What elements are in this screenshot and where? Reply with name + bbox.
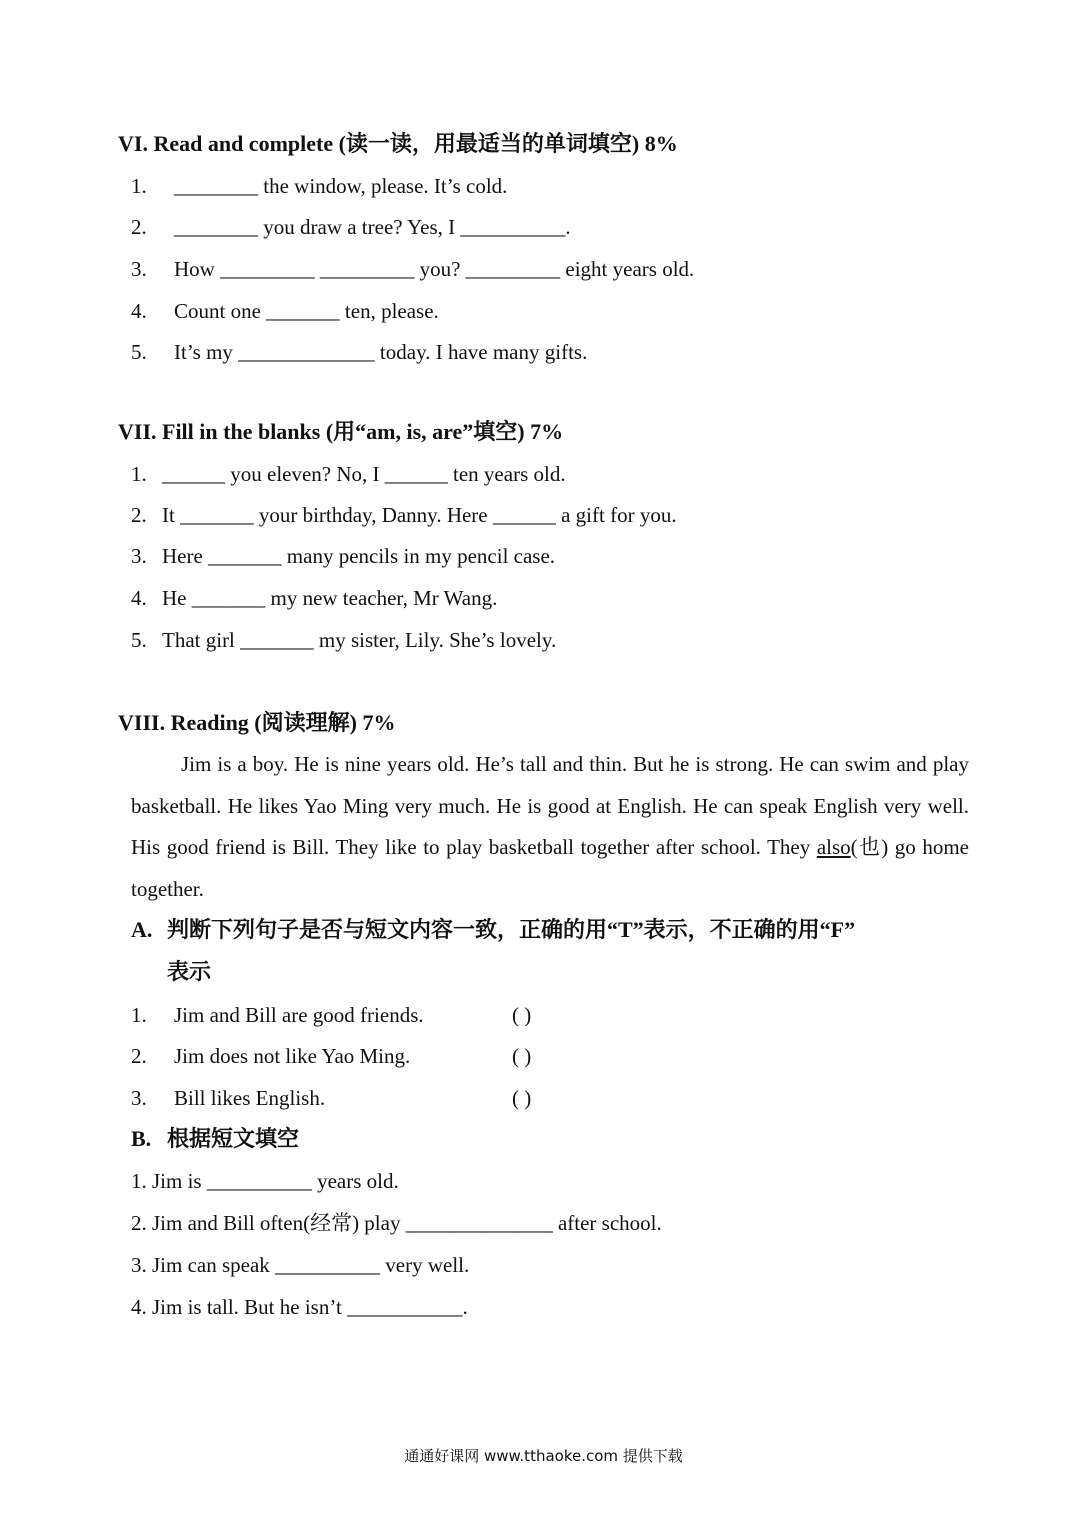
reading-passage xyxy=(131,744,969,911)
item-number: 3. xyxy=(131,1086,147,1110)
part-b-label: B. xyxy=(131,1126,152,1151)
passage-underlined-word: also xyxy=(816,835,851,860)
item-text: Here _______ many pencils in my pencil case. xyxy=(162,544,556,568)
part-b-item-1: 1. Jim is __________ years old. xyxy=(131,1169,399,1193)
item-text: That girl _______ my sister, Lily. She’s lovely. xyxy=(162,628,557,652)
item-number: 5. xyxy=(131,340,147,364)
answer-parentheses[interactable]: ( ) xyxy=(512,1086,532,1110)
item-number: 1. xyxy=(131,462,147,486)
part-b-item-4: 4. Jim is tall. But he isn’t ___________. xyxy=(131,1295,468,1319)
item-number: 2. xyxy=(131,1044,147,1068)
item-number: 4. xyxy=(131,299,147,323)
item-number: 1. xyxy=(131,174,147,198)
item-text: He _______ my new teacher, Mr Wang. xyxy=(162,586,498,610)
item-text: Count one _______ ten, please. xyxy=(174,299,439,323)
part-b-item-3: 3. Jim can speak __________ very well. xyxy=(131,1253,470,1277)
item-text: Jim and Bill are good friends. xyxy=(174,1003,424,1027)
section-8-heading: VIII. Reading (阅读理解) 7% xyxy=(118,710,396,735)
answer-parentheses[interactable]: ( ) xyxy=(512,1003,532,1027)
part-b-item-2: 2. Jim and Bill often(经常) play ______________ after school. xyxy=(131,1211,662,1235)
item-text: ________ you draw a tree? Yes, I __________. xyxy=(174,215,571,239)
item-text: ________ the window, please. It’s cold. xyxy=(174,174,508,198)
item-text: It _______ your birthday, Danny. Here ______ a gift for you. xyxy=(162,503,677,527)
section-6-heading: VI. Read and complete (读一读，用最适当的单词填空) 8% xyxy=(118,131,678,156)
item-number: 3. xyxy=(131,544,147,568)
item-number: 4. xyxy=(131,586,147,610)
passage-text: Jim is a boy. He is nine years old. He’s tall and thin. But he is strong. He can swim and play basketball. He likes Yao Ming very much. He is good at English. He can speak English very well. His good friend is Bill. They like to play basketball together after school. They xyxy=(131,752,969,860)
item-number: 2. xyxy=(131,215,147,239)
item-number: 1. xyxy=(131,1003,147,1027)
part-a-label: A. xyxy=(131,917,153,942)
passage-text-end: (也) go home together. xyxy=(131,835,969,902)
item-text: Jim does not like Yao Ming. xyxy=(174,1044,411,1068)
item-number: 2. xyxy=(131,503,147,527)
part-a-instruction-line-1: 判断下列句子是否与短文内容一致，正确的用“T”表示，不正确的用“F” xyxy=(167,917,856,942)
item-text: ______ you eleven? No, I ______ ten years old. xyxy=(162,462,566,486)
page-footer: 通通好课网 www.tthaoke.com 提供下载 xyxy=(404,1447,683,1465)
section-7-heading: VII. Fill in the blanks (用“am, is, are”填空) 7% xyxy=(118,419,564,444)
part-b-instruction-text: 根据短文填空 xyxy=(167,1126,300,1151)
item-number: 3. xyxy=(131,257,147,281)
item-number: 5. xyxy=(131,628,147,652)
item-text: It’s my _____________ today. I have many gifts. xyxy=(174,340,588,364)
item-text: How _________ _________ you? _________ eight years old. xyxy=(174,257,695,281)
part-a-instruction-line-2: 表示 xyxy=(167,959,212,984)
item-text: Bill likes English. xyxy=(174,1086,326,1110)
answer-parentheses[interactable]: ( ) xyxy=(512,1044,532,1068)
